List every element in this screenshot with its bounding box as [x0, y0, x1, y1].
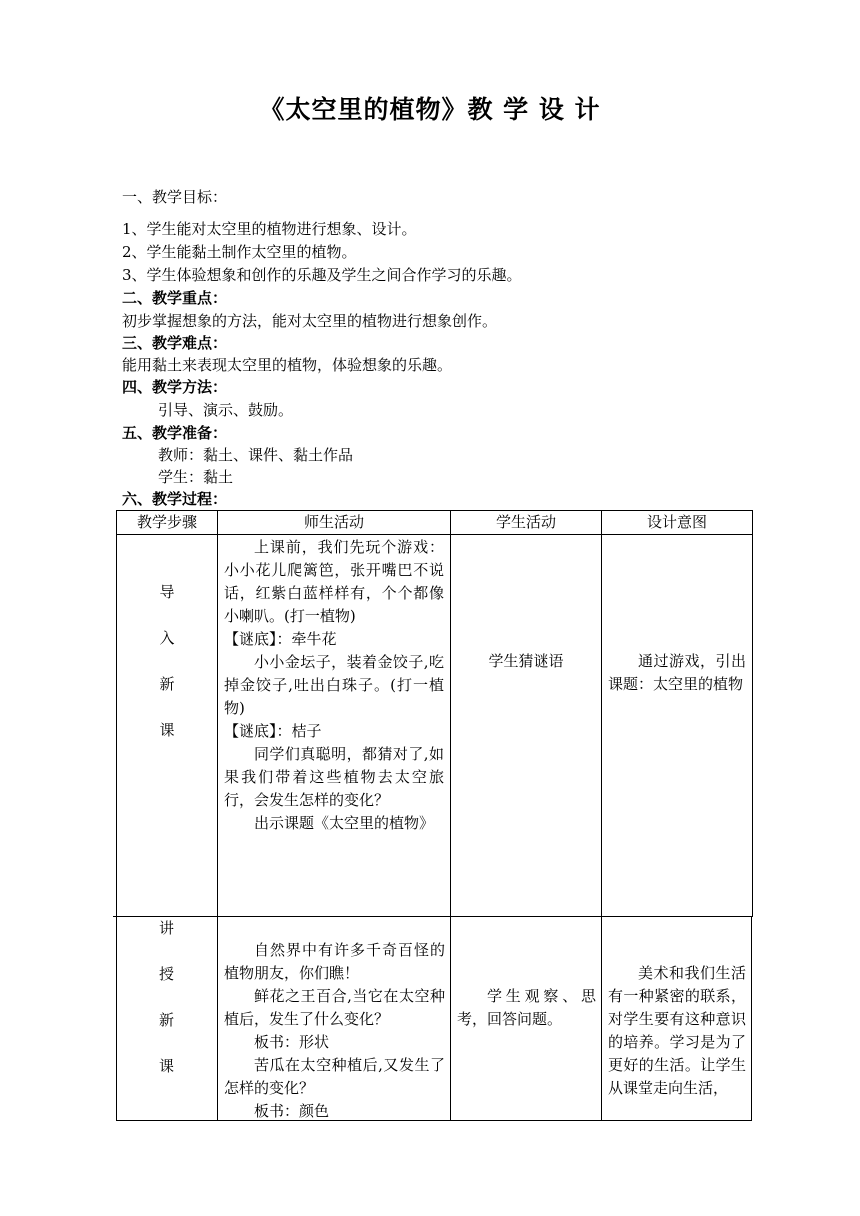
design-intent-cell [602, 535, 753, 917]
step-char: 入 [159, 629, 175, 647]
header-design-intent: 设计意图 [602, 511, 753, 535]
preparation-teacher: 教师：黏土、课件、黏土作品 [158, 446, 354, 464]
student-activity-cell [457, 985, 596, 1031]
step-char: 导 [159, 583, 175, 601]
student-activity-text: 学生猜谜语 [488, 652, 564, 670]
teacher-paragraph: 板书：形状 [254, 1033, 330, 1051]
header-step: 教学步骤 [117, 511, 218, 535]
section-keypoint-text: 初步掌握想象的方法，能对太空里的植物进行想象创作。 [122, 312, 498, 330]
table-row [117, 535, 753, 917]
page-title: 《太空里的植物》教 学 设 计 [259, 95, 601, 124]
teacher-paragraph: 自然界中有许多千奇百怪的植物朋友，你们瞧！ [224, 941, 445, 982]
step-char: 授 [158, 965, 174, 983]
step-char: 新 [159, 675, 175, 693]
objective-item-3: 3、学生体验想象和创作的乐趣及学生之间合作学习的乐趣。 [122, 266, 522, 284]
teacher-paragraph: 出示课题《太空里的植物》 [254, 814, 435, 832]
design-intent-text: 通过游戏，引出课题：太空里的植物 [608, 652, 746, 693]
teacher-paragraph: 上课前，我们先玩个游戏：小小花儿爬篱笆，张开嘴巴不说话，红紫白蓝样样有，个个都像小喇叭。(打一植物) [224, 538, 444, 625]
teacher-activity-cell [224, 939, 445, 1123]
section-objectives-heading: 一、教学目标： [122, 188, 228, 206]
design-intent-text: 美术和我们生活有一种紧密的联系，对学生要有这种意识的培养。学习是为了更好的生活。让学生从课堂走向生活， [608, 964, 746, 1097]
section-difficulty-heading: 三、教学难点： [122, 334, 228, 352]
teacher-paragraph: 同学们真聪明，都猜对了,如果我们带着这些植物去太空旅行，会发生怎样的变化？ [224, 745, 444, 809]
teacher-paragraph: 【谜底】：桔子 [224, 722, 322, 740]
section-preparation-heading: 五、教学准备： [122, 424, 228, 442]
objective-item-2: 2、学生能黏土制作太空里的植物。 [122, 243, 357, 261]
teaching-process-table [116, 510, 752, 917]
section-process-heading: 六、教学过程： [122, 490, 228, 508]
teacher-paragraph: 【谜底】：牵牛花 [224, 630, 337, 648]
student-activity-cell [451, 535, 602, 917]
teacher-paragraph: 板书：颜色 [254, 1102, 330, 1120]
header-student-activity: 学生活动 [451, 511, 602, 535]
student-activity-text: 学生观察、思考，回答问题。 [457, 987, 596, 1028]
step-char: 讲 [158, 919, 174, 937]
teacher-activity-cell [218, 535, 451, 917]
step-cell [117, 535, 218, 917]
section-keypoint-heading: 二、教学重点： [122, 289, 228, 307]
table-header-row [117, 511, 753, 535]
step-char: 新 [158, 1011, 174, 1029]
step-char: 课 [159, 721, 175, 739]
step-char: 课 [158, 1057, 174, 1075]
teacher-paragraph: 鲜花之王百合,当它在太空种植后，发生了什么变化？ [224, 987, 445, 1028]
objective-item-1: 1、学生能对太空里的植物进行想象、设计。 [122, 220, 417, 238]
section-method-heading: 四、教学方法： [122, 378, 228, 396]
table-row [116, 917, 752, 1121]
header-teacher-activity: 师生活动 [218, 511, 451, 535]
design-intent-cell [608, 962, 746, 1100]
teacher-paragraph: 小小金坛子，装着金饺子,吃掉金饺子,吐出白珠子。(打一植物) [224, 653, 444, 717]
section-difficulty-text: 能用黏土来表现太空里的植物，体验想象的乐趣。 [122, 356, 453, 374]
teacher-paragraph: 苦瓜在太空种植后,又发生了怎样的变化？ [224, 1056, 445, 1097]
step-cell [116, 917, 217, 1101]
preparation-student: 学生：黏土 [158, 468, 234, 486]
section-method-text: 引导、演示、鼓励。 [158, 401, 294, 419]
